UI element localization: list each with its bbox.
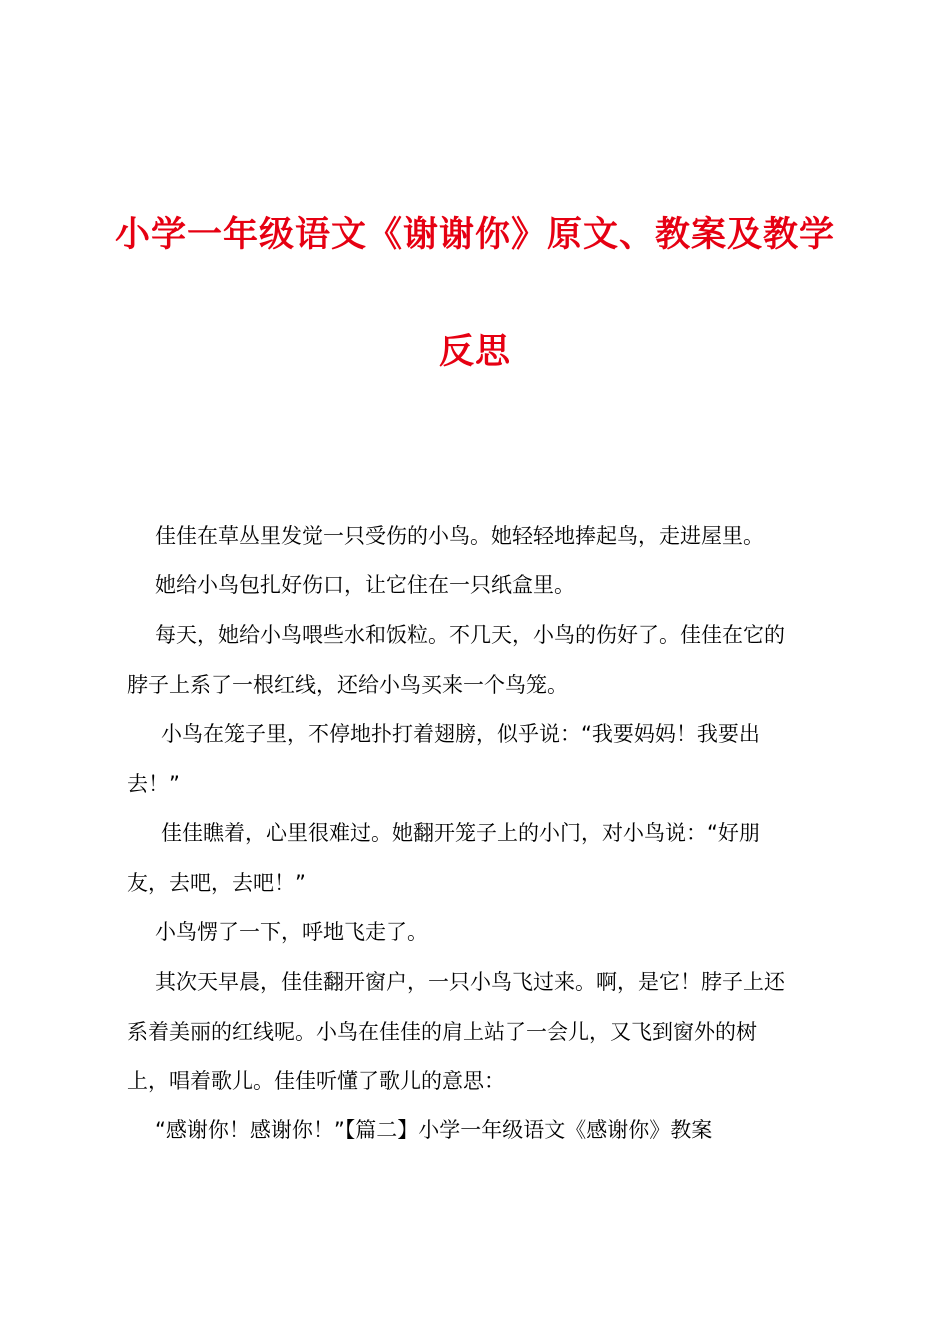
paragraph-line: 系着美丽的红线呢。小鸟在佳佳的肩上站了一会儿，又飞到窗外的树 bbox=[127, 1019, 757, 1044]
paragraph-7 bbox=[127, 958, 833, 1107]
paragraph-2 bbox=[127, 561, 833, 611]
paragraph-line: “感谢你！感谢你！”【篇二】小学一年级语文《感谢你》教案 bbox=[155, 1118, 713, 1142]
paragraph-line: 小鸟在笼子里，不停地扑打着翅膀，似乎说：“我要妈妈！我要出 bbox=[161, 722, 760, 746]
paragraph-1 bbox=[127, 512, 833, 562]
paragraph-line: 去！” bbox=[127, 771, 180, 796]
paragraph-line: 佳佳在草丛里发觉一只受伤的小鸟。她轻轻地捧起鸟，走进屋里。 bbox=[155, 524, 764, 548]
document-title-line-1: 小学一年级语文《谢谢你》原文、教案及教学 bbox=[114, 214, 835, 255]
paragraph-line: 每天，她给小鸟喂些水和饭粒。不几天，小鸟的伤好了。佳佳在它的 bbox=[155, 623, 785, 647]
paragraph-6 bbox=[127, 908, 833, 958]
paragraph-line: 其次天早晨，佳佳翻开窗户，一只小鸟飞过来。啊，是它！脖子上还 bbox=[155, 970, 785, 994]
paragraph-3 bbox=[127, 611, 833, 710]
paragraph-line: 友，去吧，去吧！” bbox=[127, 870, 306, 895]
paragraph-4 bbox=[127, 710, 833, 809]
paragraph-8 bbox=[127, 1106, 833, 1156]
paragraph-line: 脖子上系了一根红线，还给小鸟买来一个鸟笼。 bbox=[127, 672, 568, 697]
paragraph-line: 佳佳瞧着，心里很难过。她翻开笼子上的小门，对小鸟说：“好朋 bbox=[161, 821, 760, 845]
paragraph-line: 上，唱着歌儿。佳佳听懂了歌儿的意思： bbox=[127, 1069, 505, 1093]
document-title-line-2: 反思 bbox=[438, 331, 511, 372]
paragraph-line: 她给小鸟包扎好伤口，让它住在一只纸盒里。 bbox=[155, 573, 575, 597]
paragraph-5 bbox=[127, 809, 833, 908]
paragraph-line: 小鸟愣了一下，呼地飞走了。 bbox=[155, 920, 428, 944]
